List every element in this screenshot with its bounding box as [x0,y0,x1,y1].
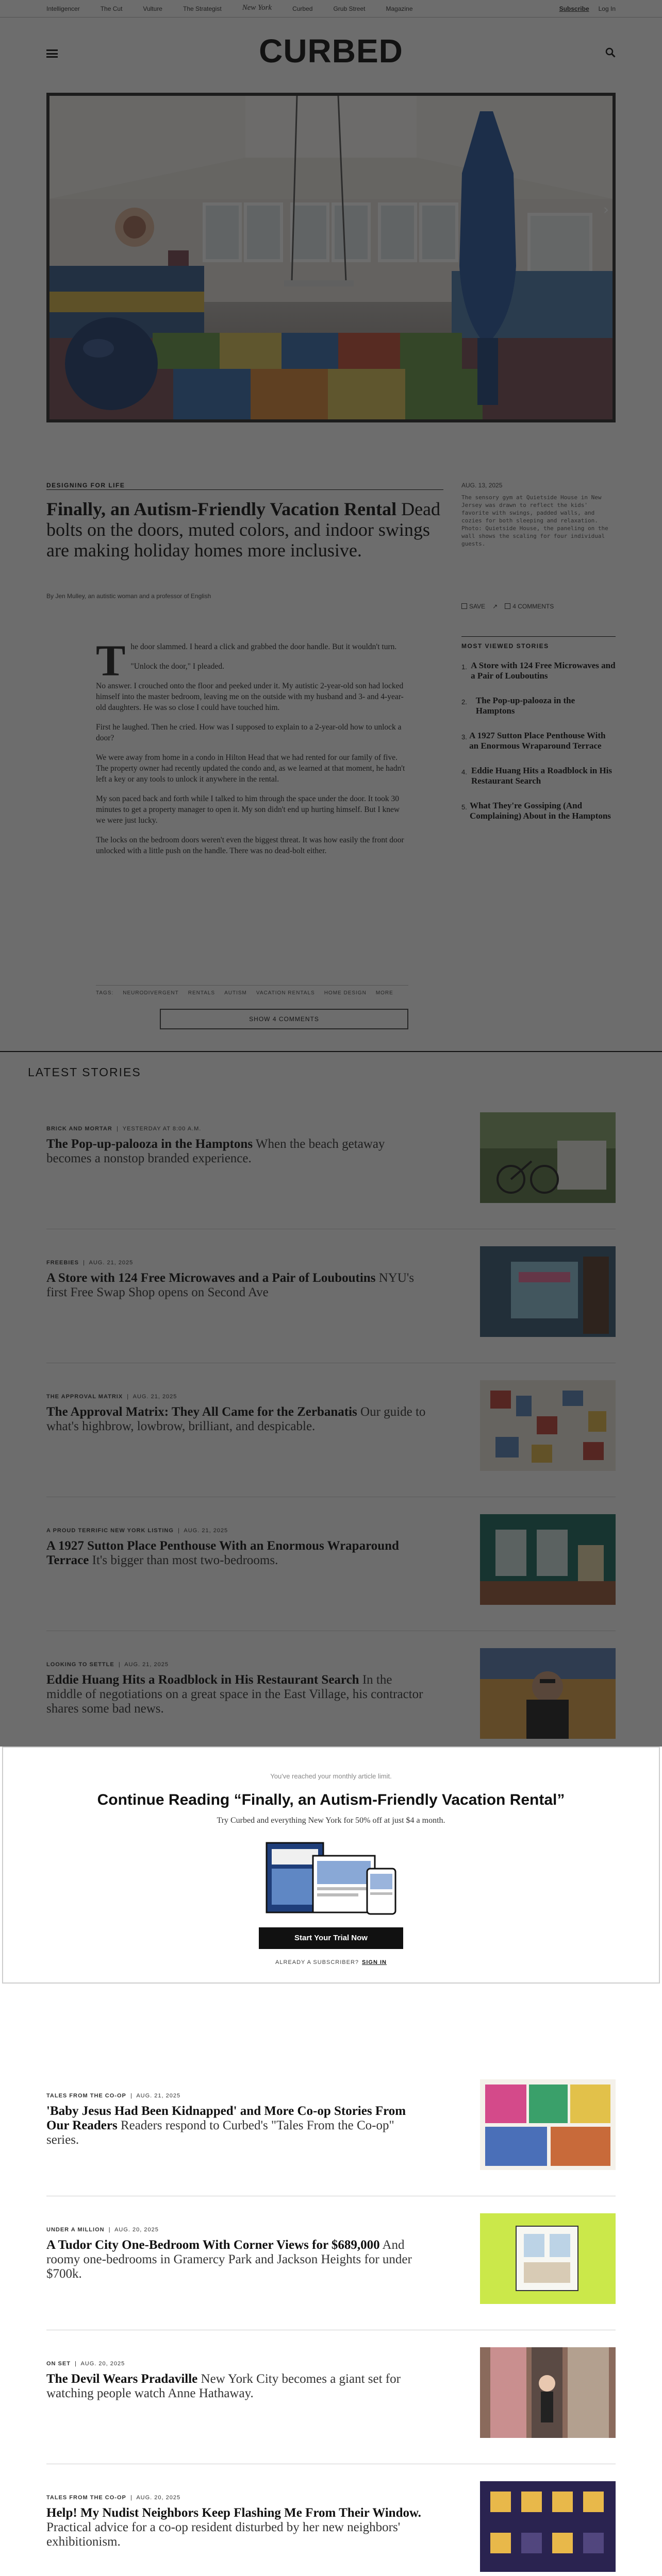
already-subscriber: ALREADY A SUBSCRIBER? SIGN IN [275,1959,387,1965]
paywall-heading: Continue Reading “Finally, an Autism-Friendly Vacation Rental” [97,1791,565,1808]
story-thumbnail[interactable] [480,2079,616,2170]
story-thumbnail[interactable] [480,2347,616,2438]
story-thumbnail[interactable] [480,2213,616,2304]
paywall-offer: Try Curbed and everything New York for 50% off at just $4 a month. [217,1816,445,1825]
paywall-modal [2,1747,660,1984]
sign-in-link[interactable]: SIGN IN [362,1959,387,1965]
start-trial-button[interactable]: Start Your Trial Now [259,1927,403,1949]
page: You've reached your monthly article limit. Continue Reading “Finally, an Autism-Friendly Vacation Rental” Try Curbed and everything New York for 50% off at just $4 a month. Start Your Trial Now ALREADY A SUBSCRIBER? SIGN IN TALES FROM THE CO-OP | AUG. 21, 2025 'Baby Jesus Had Been Kidnapped' and More Co-op Stories From Our Readers Readers respond to Curbed's "Tales From the Co-op" series. UNDER A MILLION | AUG. 20, 2025 A Tudor City One-Bedroom With Corner Views for $689,000 And roomy one-bedrooms in Gramercy Park and Jackson Heights for under $700k. ON SET | AUG. 20, 2025 The Devil Wears Pradaville New York City becomes a giant set for watching people watch Anne Hathaway. TALES FROM THE CO-OP | AUG. 20, 2025 Help! My Nudist Neighbors Keep Flashing Me From Their Window. Practical advice for a co-op resident disturbed by her new neighbors' exhibitionism. [0,0,662,2576]
devices-illustration [256,1838,406,1915]
story-thumbnail[interactable] [480,2481,616,2572]
paywall-notice: You've reached your monthly article limit. [270,1772,392,1780]
